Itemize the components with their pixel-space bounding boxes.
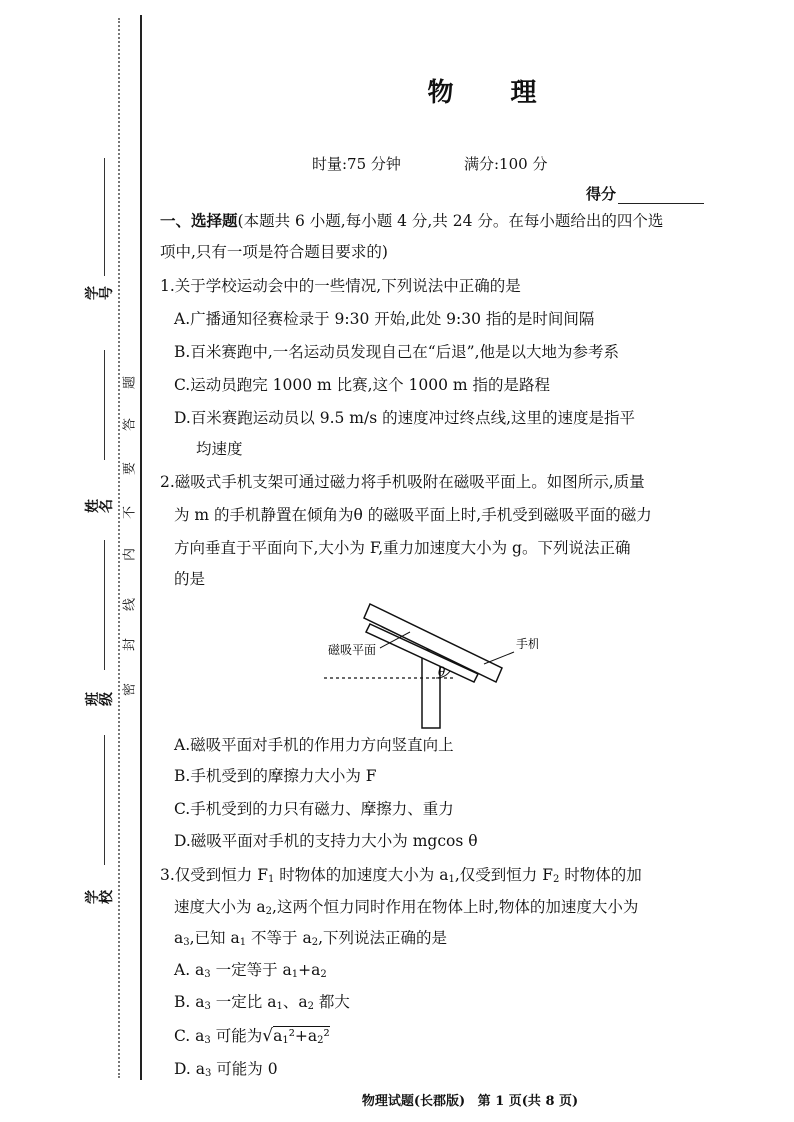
seal-char: 不	[122, 506, 138, 520]
school-blank[interactable]	[104, 735, 105, 865]
q3-option-c: C. $a_3$ 可能为$√a_1^2+a_2^2$	[174, 1026, 330, 1046]
class-label: 班 级	[85, 692, 115, 706]
q2-option-b: B.手机受到的摩擦力大小为 F	[174, 767, 377, 785]
phone-leader-line	[484, 652, 514, 664]
q3-option-a: A. $a_3$ 一定等于 $a_1+a_2$	[174, 961, 327, 980]
page-title: 物 理	[427, 78, 561, 108]
q3-option-b: B. $a_3$ 一定比 $a_1$、$a_2$ 都大	[174, 993, 350, 1012]
q3-option-d: D. $a_3$ 可能为 0	[174, 1060, 278, 1079]
question-1-stem: 1.关于学校运动会中的一些情况,下列说法中正确的是	[160, 277, 521, 295]
seal-char: 题	[122, 376, 138, 390]
q1-option-d: D.百米赛跑运动员以 9.5 m/s 的速度冲过终点线,这里的速度是指平	[174, 409, 636, 427]
seal-char: 封	[122, 638, 138, 652]
question-2-stem: 方向垂直于平面向下,大小为 F,重力加速度大小为 g。下列说法正确	[174, 539, 631, 557]
q1-option-a: A.广播通知径赛检录于 9:30 开始,此处 9:30 指的是时间间隔	[174, 310, 595, 328]
score-label: 得分	[586, 185, 617, 203]
q1-option-d-cont: 均速度	[196, 440, 243, 458]
class-blank[interactable]	[104, 540, 105, 670]
full-score: 满分:100 分	[464, 155, 548, 173]
question-2-stem: 2.磁吸式手机支架可通过磁力将手机吸附在磁吸平面上。如图所示,质量	[160, 473, 645, 491]
name-label: 姓 名	[85, 499, 115, 513]
question-2-stem: 的是	[174, 570, 206, 588]
seal-char: 线	[122, 598, 138, 612]
section-heading: 一、选择题(本题共 6 小题,每小题 4 分,共 24 分。在每小题给出的四个选	[160, 211, 664, 230]
seal-char: 答	[122, 418, 138, 432]
question-3-stem: $a_3$,已知 $a_1$ 不等于 $a_2$,下列说法正确的是	[174, 929, 448, 948]
q2-option-c: C.手机受到的力只有磁力、摩擦力、重力	[174, 800, 454, 818]
question-2-stem: 为 m 的手机静置在倾角为θ 的磁吸平面上时,手机受到磁吸平面的磁力	[174, 506, 652, 524]
school-label: 学 校	[85, 890, 115, 904]
q2-option-a: A.磁吸平面对手机的作用力方向竖直向上	[174, 736, 454, 754]
student-id-label: 学 号	[85, 286, 115, 300]
q2-option-d: D.磁吸平面对手机的支持力大小为 mgcos θ	[174, 832, 478, 850]
name-blank[interactable]	[104, 350, 105, 460]
score-field	[586, 183, 704, 204]
question-3-stem: 3.仅受到恒力 $F_1$ 时物体的加速度大小为 $a_1$,仅受到恒力 $F_2$ 时物体的加	[160, 866, 642, 885]
student-id-blank[interactable]	[104, 158, 105, 276]
footer-page-number: 第 1 页(共 8 页)	[477, 1094, 579, 1109]
q1-option-b: B.百米赛跑中,一名运动员发现自己在“后退”,他是以大地为参考系	[174, 343, 620, 361]
score-blank[interactable]	[618, 189, 704, 204]
sqrt-symbol: √	[262, 1026, 274, 1046]
plane-label: 磁吸平面	[328, 643, 377, 657]
seal-char: 密	[122, 683, 138, 697]
seal-char: 内	[122, 548, 138, 562]
page-footer	[160, 1090, 780, 1109]
seal-line	[140, 15, 142, 1080]
q1-option-c: C.运动员跑完 1000 m 比赛,这个 1000 m 指的是路程	[174, 376, 551, 394]
phone-label: 手机	[516, 637, 538, 651]
angle-label: θ	[438, 665, 446, 679]
footer-exam-name: 物理试题(长郡版)	[361, 1094, 466, 1109]
phone-holder-figure	[318, 596, 538, 730]
sqrt-radicand: $a_1^2+a_2^2$	[273, 1027, 330, 1046]
seal-char: 要	[122, 462, 138, 476]
exam-duration: 时量:75 分钟	[312, 155, 401, 173]
section-instructions: 项中,只有一项是符合题目要求的)	[160, 243, 388, 261]
question-3-stem: 速度大小为 $a_2$,这两个恒力同时作用在物体上时,物体的加速度大小为	[174, 898, 639, 917]
